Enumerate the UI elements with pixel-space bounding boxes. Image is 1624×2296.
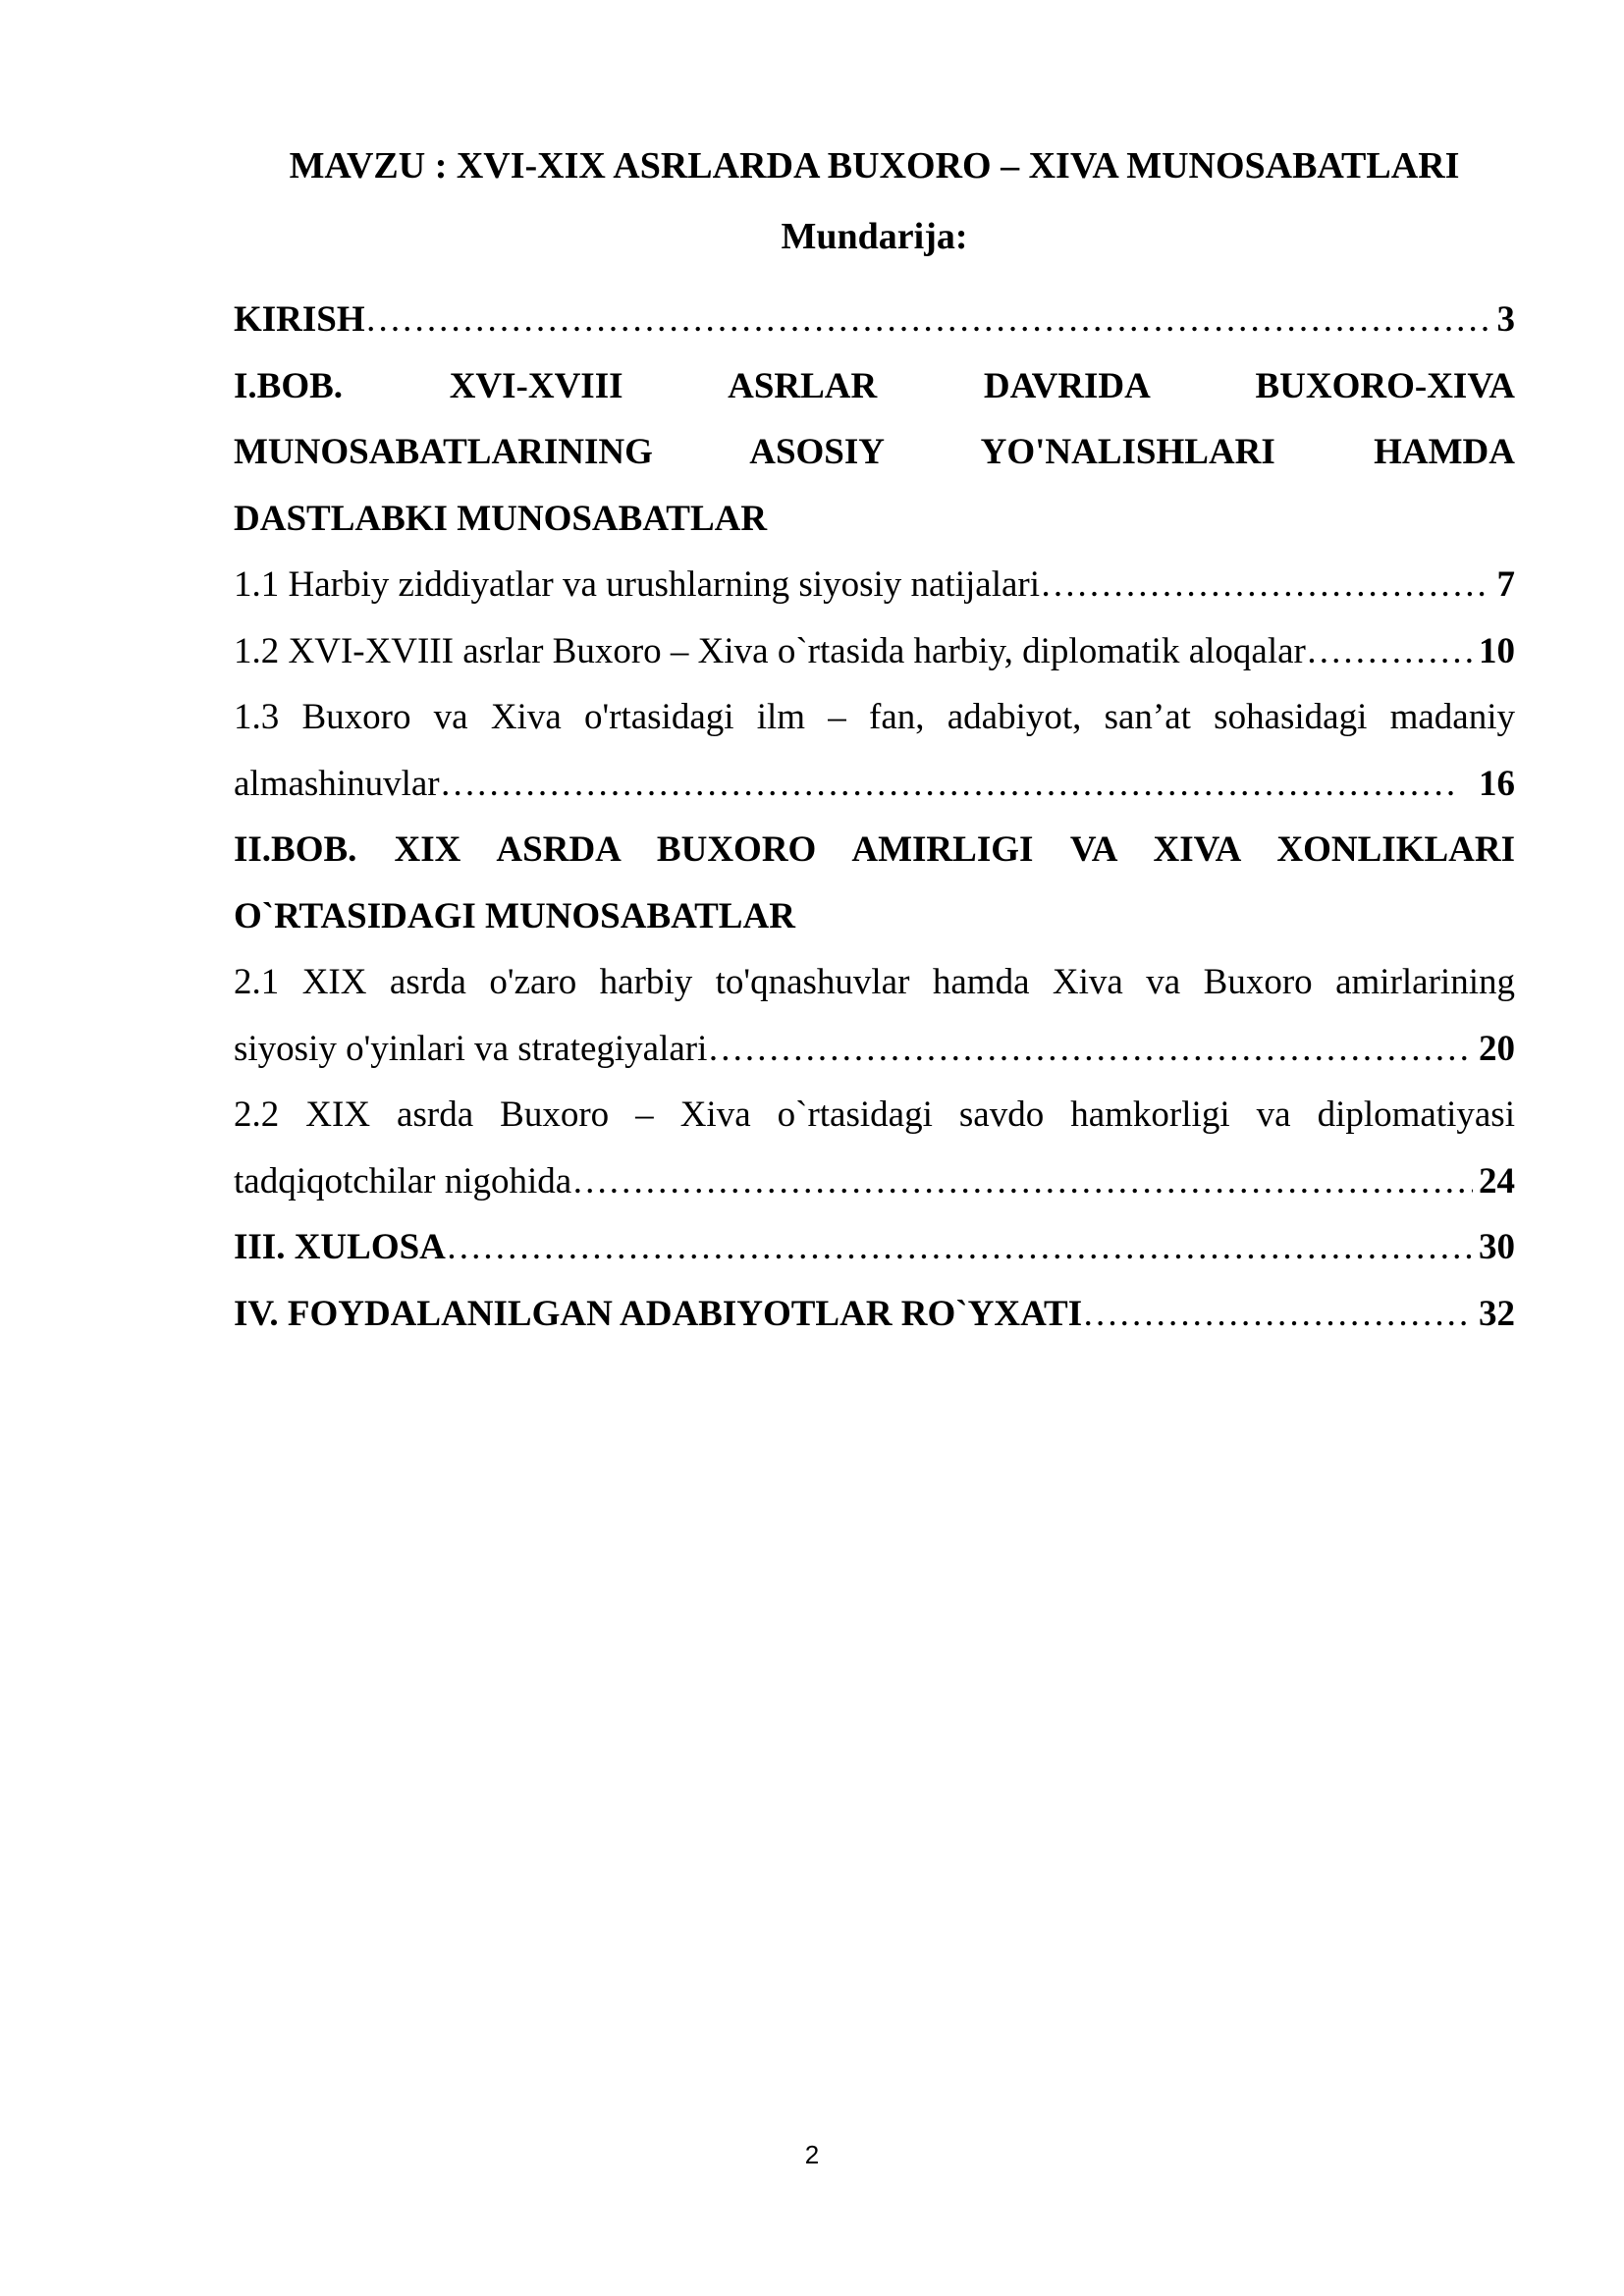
toc-entry-2-2[interactable] — [234, 1148, 1515, 1215]
page-number: 2 — [804, 2140, 820, 2169]
document-title: MAVZU : XVI-XIX ASRLARDA BUXORO – XIVA MUNOSABATLARI — [289, 145, 1460, 187]
page-content — [234, 147, 1515, 1347]
toc-page-number: 10 — [1479, 630, 1515, 671]
dot-leader — [1040, 552, 1491, 618]
toc-entry-label: KIRISH — [234, 299, 365, 340]
dot-leader — [1082, 1281, 1473, 1348]
toc-chapter1-line1[interactable]: I.BOB. XVI-XVIII ASRLAR DAVRIDA BUXORO-XIVA — [234, 365, 1515, 406]
toc-page-number: 3 — [1496, 299, 1515, 340]
toc-entry-1-2[interactable] — [234, 618, 1515, 685]
dot-leader — [707, 1016, 1473, 1083]
toc-entry-label: 1.1 Harbiy ziddiyatlar va urushlarning siyosiy natijalari — [234, 564, 1040, 605]
toc-chapter2-line2[interactable]: O`RTASIDAGI MUNOSABATLAR — [234, 895, 795, 936]
toc-entry-label: almashinuvlar — [234, 763, 440, 804]
dot-leader — [1306, 618, 1473, 685]
toc-chapter1-line2[interactable]: MUNOSABATLARINING ASOSIY YO'NALISHLARI HAMDA — [234, 432, 1515, 472]
toc-page-number: 30 — [1479, 1227, 1515, 1267]
toc-entry-label: III. XULOSA — [234, 1227, 446, 1267]
toc-entry-kirish[interactable] — [234, 287, 1515, 353]
table-of-contents — [234, 287, 1515, 1347]
toc-entry-1-3-line1[interactable]: 1.3 Buxoro va Xiva o'rtasidagi ilm – fan, adabiyot, san’at sohasidagi madaniy — [234, 697, 1515, 737]
toc-chapter1-line3[interactable]: DASTLABKI MUNOSABATLAR — [234, 498, 768, 539]
toc-chapter2-line1[interactable]: II.BOB. XIX ASRDA BUXORO AMIRLIGI VA XIVA XONLIKLARI — [234, 829, 1515, 870]
dot-leader — [446, 1214, 1473, 1281]
toc-entry-xulosa[interactable] — [234, 1214, 1515, 1281]
toc-page-number: 7 — [1496, 564, 1515, 605]
toc-page-number: 32 — [1479, 1293, 1515, 1334]
toc-entry-2-1-line1[interactable]: 2.1 XIX asrda o'zaro harbiy to'qnashuvlar hamda Xiva va Buxoro amirlarining — [234, 962, 1515, 1002]
toc-entry-label: tadqiqotchilar nigohida — [234, 1160, 572, 1201]
toc-entry-1-1[interactable] — [234, 552, 1515, 618]
toc-page-number: 24 — [1479, 1160, 1515, 1201]
dot-leader — [365, 287, 1491, 353]
toc-entry-adabiyotlar[interactable] — [234, 1281, 1515, 1348]
toc-heading: Mundarija: — [781, 216, 968, 257]
toc-entry-label: IV. FOYDALANILGAN ADABIYOTLAR RO`YXATI — [234, 1293, 1083, 1334]
toc-entry-2-2-line1[interactable]: 2.2 XIX asrda Buxoro – Xiva o`rtasidagi savdo hamkorligi va diplomatiyasi — [234, 1095, 1515, 1135]
toc-page-number: 20 — [1479, 1028, 1515, 1069]
toc-entry-1-3[interactable] — [234, 751, 1515, 818]
toc-page-number: 16 — [1479, 763, 1515, 804]
toc-entry-2-1[interactable] — [234, 1016, 1515, 1083]
toc-entry-label: siyosiy o'yinlari va strategiyalari — [234, 1028, 708, 1069]
dot-leader — [440, 751, 1459, 818]
dot-leader — [571, 1148, 1473, 1215]
toc-entry-label: 1.2 XVI-XVIII asrlar Buxoro – Xiva o`rtasida harbiy, diplomatik aloqalar — [234, 630, 1306, 671]
